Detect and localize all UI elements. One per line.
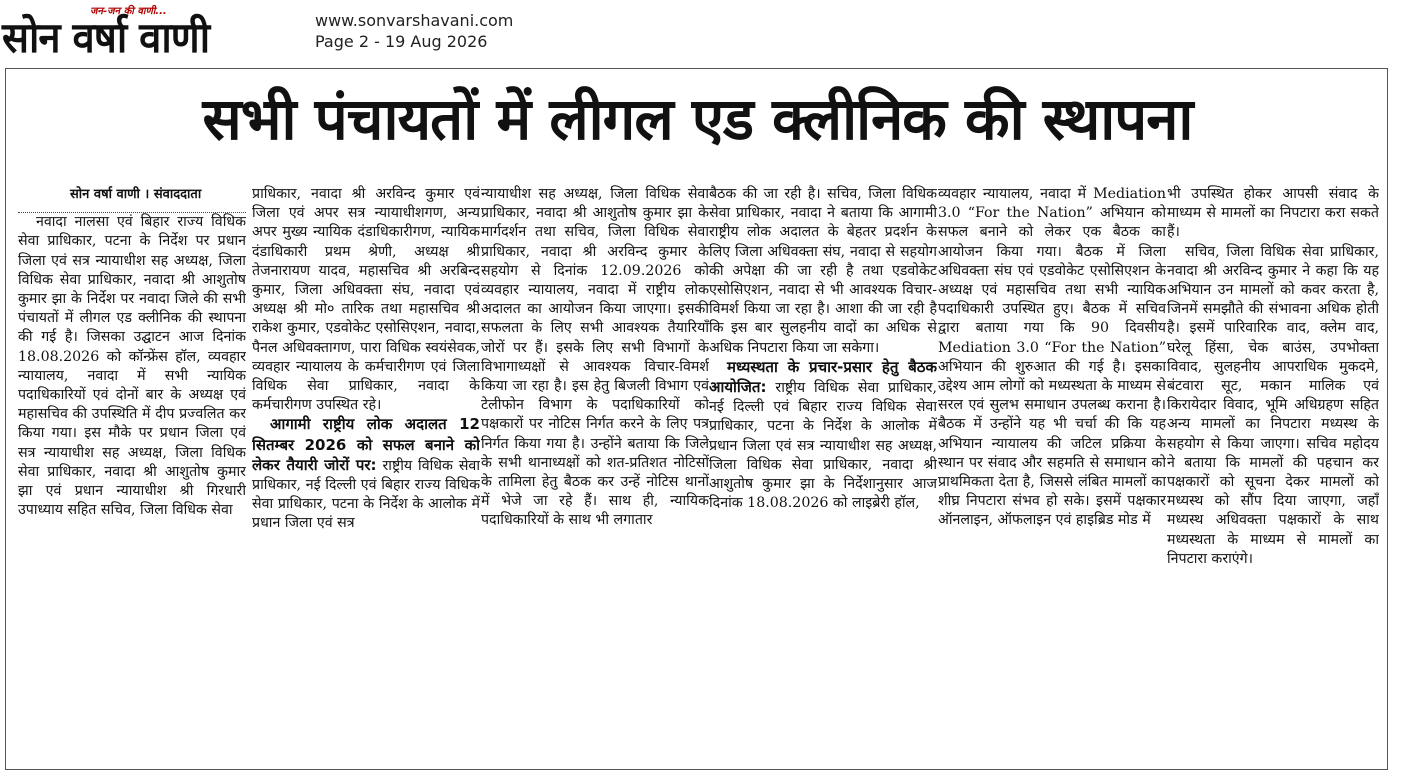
column-1-text: नवादा नालसा एवं बिहार राज्य विधिक सेवा प्राधिकार, पटना के निर्देश पर प्रधान जिला एवं सत्र न्यायाधीश सह अध्यक्ष, जिला विधिक सेवा प्राधिकार, नवादा श्री आशुतोष कुमार झा के निर्देश पर नवादा जिले की सभी पंचायतों में लीगल एड क्लीनिक की स्थापना की गई है। जिसका उद्घाटन आज दिनांक 18.08.2026 को कॉन्फ्रेंस हॉल, व्यवहार न्यायालय, नवादा में सभी न्यायिक पदाधिकारियों एवं दोनों बार के अध्यक्ष एवं महासचिव की उपस्थिति में दीप प्रज्वलित कर किया गया। इस मौके पर प्रधान जिला एवं सत्र न्यायाधीश सह अध्यक्ष, जिला विधिक सेवा प्राधिकार, नवादा श्री आशुतोष कुमार झा एवं प्रधान न्यायाधीश श्री गिरधारी उपाध्याय सहित सचिव, जिला विधिक सेवा bbox=[18, 214, 246, 519]
column-2-section-text: राष्ट्रीय विधिक सेवा प्राधिकार, नई दिल्ली एवं बिहार राज्य विधिक सेवा प्राधिकार, पटना के निर्देश के आलोक में प्रधान जिला एवं सत्र bbox=[252, 457, 480, 532]
subhead-mediation: मध्यस्थता के प्रचार-प्रसार हेतु बैठक आयोजित: bbox=[709, 357, 937, 397]
article-column-5 bbox=[938, 185, 1166, 770]
article-column-2 bbox=[252, 185, 480, 770]
masthead bbox=[0, 0, 1404, 63]
column-6-text: भी उपस्थित होकर आपसी संवाद के माध्यम से मामलों का निपटारा करा सकते हैं। bbox=[1167, 186, 1379, 241]
article-column-4 bbox=[709, 185, 937, 770]
page-info: Page 2 - 19 Aug 2026 bbox=[315, 32, 488, 51]
article-column-6 bbox=[1167, 185, 1379, 770]
column-4-section bbox=[709, 358, 937, 514]
newspaper-logo[interactable] bbox=[2, 2, 302, 63]
column-2-text: प्राधिकार, नवादा श्री अरविन्द कुमार एवं जिला एवं अपर सत्र न्यायाधीशगण, अन्य अपर मुख्य न्यायिक दंडाधिकारीगण, न्यायिक दंडाधिकारी प्रथम श्रेणी, अध्यक्ष श्री तेजनारायण यादव, महासचिव श्री अरबिन्द कुमार, जिला अधिवक्ता संघ, नवादा एवं अध्यक्ष श्री मो० तारिक तथा महासचिव श्री राकेश कुमार, एडवोकेट एसोसिएशन, नवादा, पैनल अधिवक्तागण, पारा विधिक स्वयंसेवक, व्यवहार न्यायालय के कर्मचारीगण एवं जिला विधिक सेवा प्राधिकार, नवादा के कर्मचारीगण उपस्थित रहे। bbox=[252, 186, 480, 414]
logo-tagline: जन-जन की वाणी... bbox=[90, 6, 167, 17]
website-url[interactable]: www.sonvarshavani.com bbox=[315, 11, 514, 30]
article-column-1 bbox=[18, 185, 246, 770]
logo-paper-name: सोन वर्षा वाणी bbox=[2, 13, 210, 63]
article-byline: सोन वर्षा वाणी । संवाददाता bbox=[18, 185, 246, 213]
article-frame bbox=[5, 68, 1388, 770]
column-3-text: न्यायाधीश सह अध्यक्ष, जिला विधिक सेवा प्राधिकार, नवादा श्री आशुतोष कुमार झा के मार्गदर्शन तथा सचिव, जिला विधिक सेवा प्राधिकार, नवादा श्री अरविन्द कुमार के सहयोग से दिनांक 12.09.2026 को व्यवहार न्यायालय, नवादा में राष्ट्रीय लोक अदालत का आयोजन किया जाएगा। इसकी सफलता के लिए सभी आवश्यक तैयारियाँ जोरों पर हैं। इसके लिए सभी विभागों के विभागाध्यक्षों से आवश्यक विचार-विमर्श किया जा रहा है। इस हेतु बिजली विभाग एवं टेलीफोन विभाग के पदाधिकारियों को पक्षकारों पर नोटिस निर्गत करने के लिए पत्र निर्गत किया गया है। उन्होंने बताया कि जिले के सभी थानाध्यक्षों को शत-प्रतिशत नोटिसों के तामिला हेतु बैठक कर उन्हें नोटिस थानों में भेजे जा रहे हैं। साथ ही, न्यायिक पदाधिकारियों के साथ भी लगातार bbox=[481, 186, 709, 529]
column-6-paragraph: सचिव, जिला विधिक सेवा प्राधिकार, नवादा श्री अरविन्द कुमार ने कहा कि यह अभियान उन मामलों को कवर करता है, जिनमें समझौते की संभावना अधिक होती है। इसमें पारिवारिक वाद, क्लेम वाद, घरेलू हिंसा, चेक बाउंस, उपभोक्ता विवाद, सुलहनीय आपराधिक मुकदमे, बंटवारा सूट, मकान मालिक एवं किरायेदार विवाद, भूमि अधिग्रहण सहित अन्य मामलों का निपटारा मध्यस्थ के सहयोग से किया जाएगा। सचिव महोदय ने बताया कि मामलों की पहचान कर पक्षकारों को सूचना देकर मामलों को मध्यस्थ को सौंप दिया जाएगा, जहाँ मध्यस्थ अधिवक्ता पक्षकारों के साथ मध्यस्थता के माध्यम से मामलों का निपटारा कराएंगे। bbox=[1167, 243, 1379, 567]
subhead-lok-adalat: आगामी राष्ट्रीय लोक अदालत 12 सितम्बर 2026 को सफल बनाने को लेकर तैयारी जोरों पर: bbox=[252, 415, 480, 474]
article-headline: सभी पंचायतों में लीगल एड क्लीनिक की स्थापना bbox=[202, 85, 1193, 153]
article-column-3 bbox=[481, 185, 709, 770]
column-4-section-text: राष्ट्रीय विधिक सेवा प्राधिकार, नई दिल्ली एवं बिहार राज्य विधिक सेवा प्राधिकार, पटना के निर्देश के आलोक में प्रधान जिला एवं सत्र न्यायाधीश सह अध्यक्ष, जिला विधिक सेवा प्राधिकार, नवादा श्री आशुतोष कुमार झा के निर्देशानुसार आज दिनांक 18.08.2026 को लाइब्रेरी हॉल, bbox=[709, 380, 937, 512]
column-2-section bbox=[252, 415, 480, 533]
column-5-text: व्यवहार न्यायालय, नवादा में Mediation 3.0 “For the Nation” अभियान को सफल बनाने को लेकर एक बैठक का आयोजन किया गया। बैठक में जिला अधिवक्ता संघ एवं एडवोकेट एसोसिएशन के अध्यक्ष एवं महासचिव तथा सभी न्यायिक पदाधिकारी उपस्थित हुए। बैठक में सचिव द्वारा बताया गया कि 90 दिवसीय Mediation 3.0 “For the Nation” अभियान की शुरुआत की गई है। इसका उद्देश्य आम लोगों को मध्यस्थता के माध्यम से सरल एवं सुलभ समाधान उपलब्ध कराना है। बैठक में उन्होंने यह भी चर्चा की कि यह अभियान न्यायालय की जटिल प्रक्रिया के स्थान पर संवाद और सहमति से समाधान को प्राथमिकता देता है, जिससे लंबित मामलों का शीघ्र निपटारा संभव हो सके। इसमें पक्षकार ऑनलाइन, ऑफलाइन एवं हाइब्रिड मोड में bbox=[938, 186, 1166, 529]
column-4-text: बैठक की जा रही है। सचिव, जिला विधिक सेवा प्राधिकार, नवादा ने बताया कि आगामी राष्ट्रीय लोक अदालत के बेहतर प्रदर्शन के लिए जिला अधिवक्ता संघ, नवादा से सहयोग की अपेक्षा की जा रही है तथा एडवोकेट एसोसिएशन, नवादा से भी आवश्यक विचार-विमर्श किया जा रहा है। आशा की जा रही है कि इस बार सुलहनीय वादों का अधिक से अधिक निपटारा किया जा सकेगा। bbox=[709, 186, 937, 356]
